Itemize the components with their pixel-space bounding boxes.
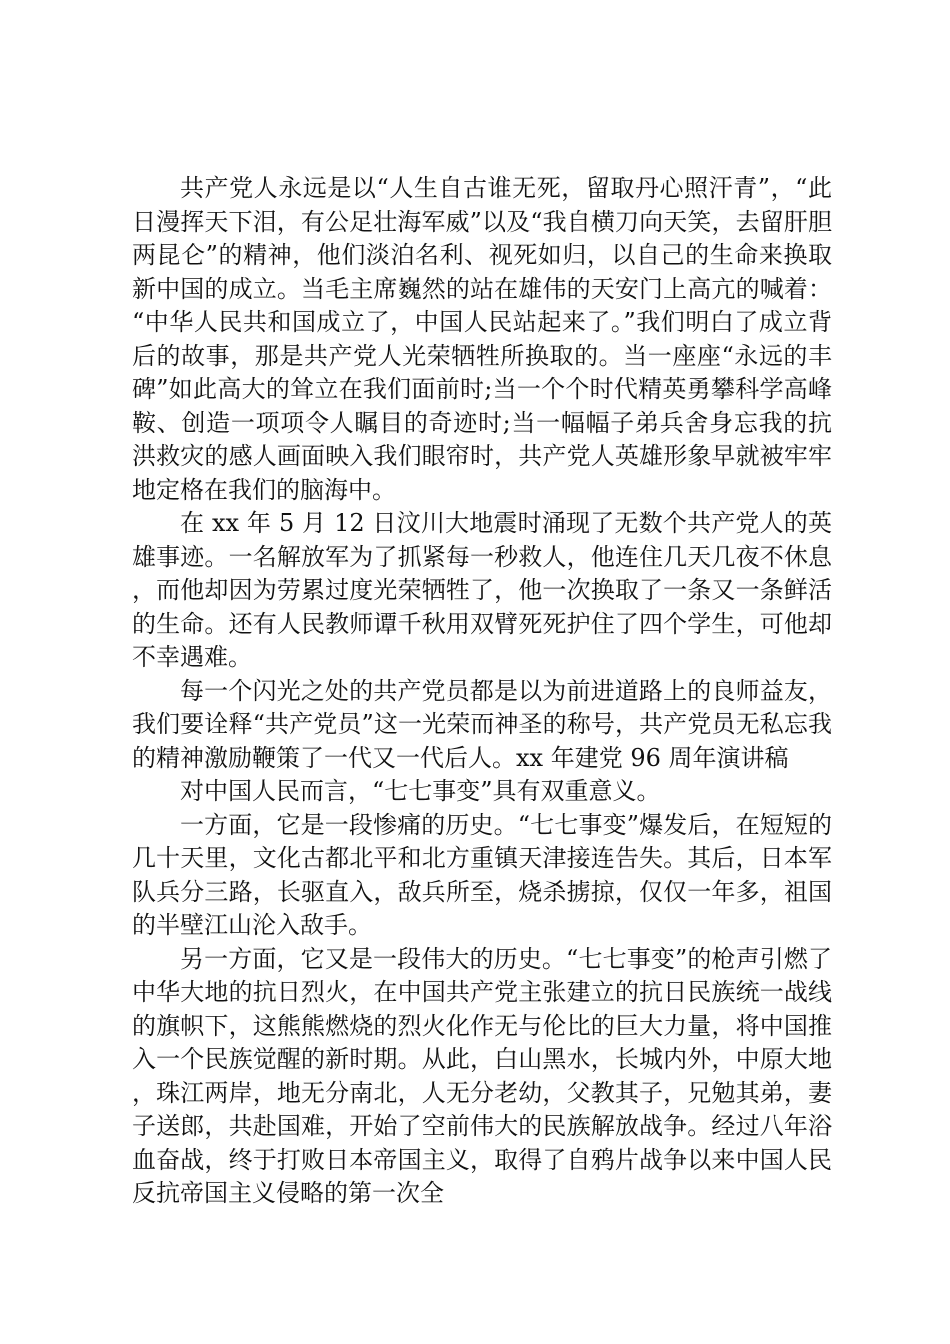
paragraph-3: 每一个闪光之处的共产党员都是以为前进道路上的良师益友，我们要诠释“共产党员”这一光荣而神圣的称号，共产党员无私忘我的精神激励鞭策了一代又一代后人。xx 年建党 96 周年演讲稿 <box>132 676 832 772</box>
paragraph-1: 共产党人永远是以“人生自古谁无死，留取丹心照汗青”，“此日漫挥天下泪，有公足壮海军威”以及“我自横刀向天笑，去留肝胆两昆仑”的精神，他们淡泊名利、视死如归，以自己的生命来换取新中国的成立。当毛主席巍然的站在雄伟的天安门上高亢的喊着：“中华人民共和国成立了，中国人民站起来了。”我们明白了成立背后的故事，那是共产党人光荣牺牲所换取的。当一座座“永远的丰碑”如此高大的耸立在我们面前时;当一个个时代精英勇攀科学高峰鞍、创造一项项令人瞩目的奇迹时;当一幅幅子弟兵舍身忘我的抗洪救灾的感人画面映入我们眼帘时，共产党人英雄形象早就被牢牢地定格在我们的脑海中。 <box>132 174 832 504</box>
paragraph-5: 一方面，它是一段惨痛的历史。“七七事变”爆发后，在短短的几十天里，文化古都北平和北方重镇天津接连告失。其后，日本军队兵分三路，长驱直入，敌兵所至，烧杀掳掠，仅仅一年多，祖国的半壁江山沦入敌手。 <box>132 810 832 939</box>
document-body <box>132 172 832 1211</box>
paragraph-4: 对中国人民而言，“七七事变”具有双重意义。 <box>180 777 661 805</box>
paragraph-2: 在 xx 年 5 月 12 日汶川大地震时涌现了无数个共产党人的英雄事迹。一名解放军为了抓紧每一秒救人，他连住几天几夜不休息，而他却因为劳累过度光荣牺牲了，他一次换取了一条又一条鲜活的生命。还有人民教师谭千秋用双臂死死护住了四个学生，可他却不幸遇难。 <box>132 509 832 671</box>
paragraph-6: 另一方面，它又是一段伟大的历史。“七七事变”的枪声引燃了中华大地的抗日烈火，在中国共产党主张建立的抗日民族统一战线的旗帜下，这熊熊燃烧的烈火化作无与伦比的巨大力量，将中国推入一个民族觉醒的新时期。从此，白山黑水，长城内外，中原大地，珠江两岸，地无分南北，人无分老幼，父教其子，兄勉其弟，妻子送郎，共赴国难，开始了空前伟大的民族解放战争。经过八年浴血奋战，终于打败日本帝国主义，取得了自鸦片战争以来中国人民反抗帝国主义侵略的第一次全 <box>132 944 832 1207</box>
